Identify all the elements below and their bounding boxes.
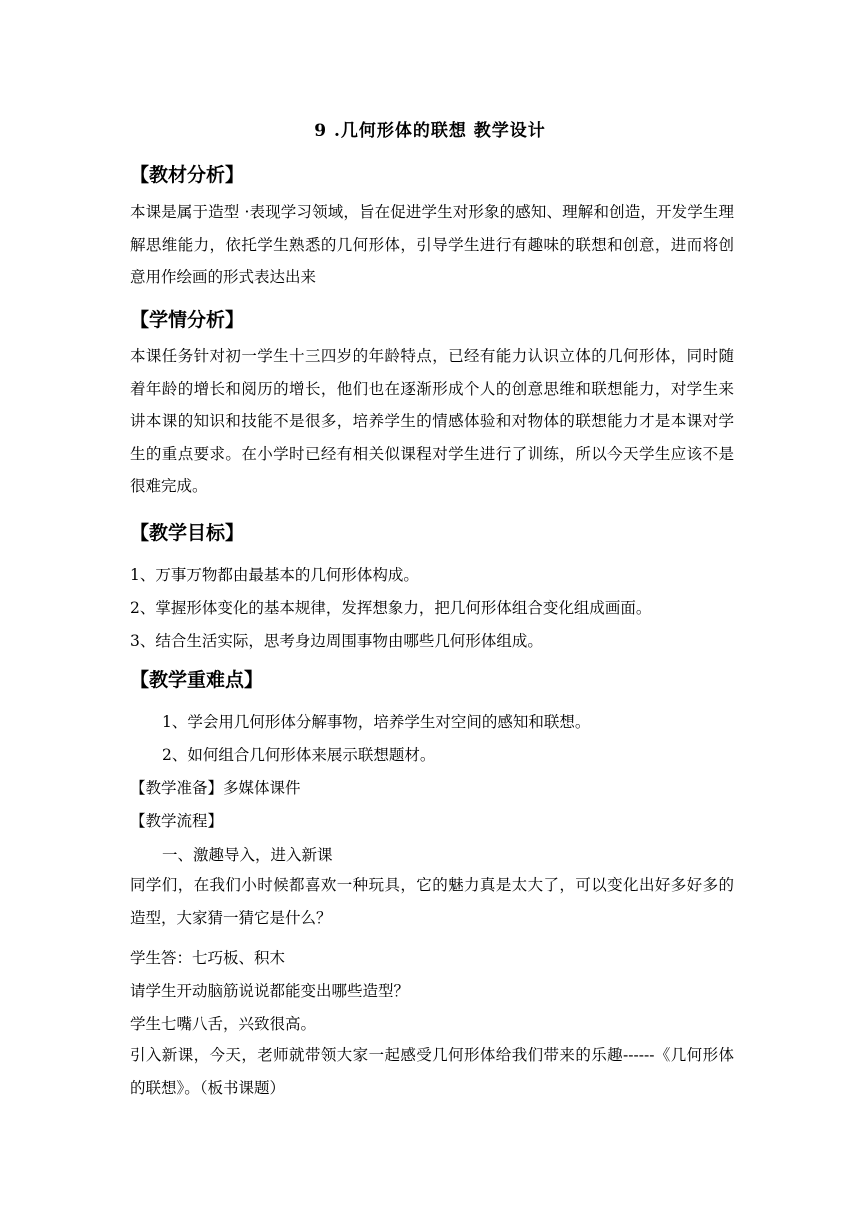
heading-student-analysis: 【学情分析】 [130, 309, 245, 331]
paragraph-new-lesson: 引入新课，今天，老师就带领大家一起感受几何形体给我们带来的乐趣------《几何形体的联想》。（板书课题） [130, 1046, 734, 1097]
paragraph-student-answer: 学生答：七巧板、积木 [130, 949, 286, 967]
key-point-1: 1、学会用几何形体分解事物，培养学生对空间的感知和联想。 [162, 713, 591, 731]
paragraph-prompt: 请学生开动脑筋说说都能变出哪些造型？ [130, 982, 410, 1000]
key-point-2: 2、如何组合几何形体来展示联想题材。 [162, 746, 436, 764]
paragraph-student-analysis: 本课任务针对初一学生十三四岁的年龄特点，已经有能力认识立体的几何形体，同时随着年龄的增长和阅历的增长，他们也在逐渐形成个人的创意思维和联想能力，对学生来讲本课的知识和技能不是很多，培养学生的情感体验和对物体的联想能力才是本课对学生的重点要求。在小学时已经有相关似课程对学生进行了训练，所以今天学生应该不是很难完成。 [130, 347, 734, 495]
flow-step-1: 一、激趣导入，进入新课 [162, 846, 333, 864]
heading-teaching-flow: 【教学流程】 [130, 812, 224, 830]
heading-teaching-goals: 【教学目标】 [130, 522, 245, 544]
goal-item-2: 2、掌握形体变化的基本规律，发挥想象力，把几何形体组合变化组成画面。 [130, 599, 652, 617]
teaching-preparation: 【教学准备】多媒体课件 [130, 779, 301, 797]
heading-textbook-analysis: 【教材分析】 [130, 164, 245, 186]
paragraph-student-reaction: 学生七嘴八舌，兴致很高。 [130, 1015, 317, 1033]
goal-item-3: 3、结合生活实际，思考身边周围事物由哪些几何形体组成。 [130, 632, 543, 650]
paragraph-textbook-analysis: 本课是属于造型 ·表现学习领域，旨在促进学生对形象的感知、理解和创造，开发学生理解思维能力，依托学生熟悉的几何形体，引导学生进行有趣味的联想和创意，进而将创意用作绘画的形式表达出来 [130, 203, 734, 286]
document-title: 9 .几何形体的联想 教学设计 [314, 121, 546, 141]
heading-key-points: 【教学重难点】 [130, 669, 264, 691]
paragraph-intro-question: 同学们，在我们小时候都喜欢一种玩具，它的魅力真是太大了，可以变化出好多好多的造型，大家猜一猜它是什么？ [130, 876, 734, 927]
goal-item-1: 1、万事万物都由最基本的几何形体构成。 [130, 566, 419, 584]
